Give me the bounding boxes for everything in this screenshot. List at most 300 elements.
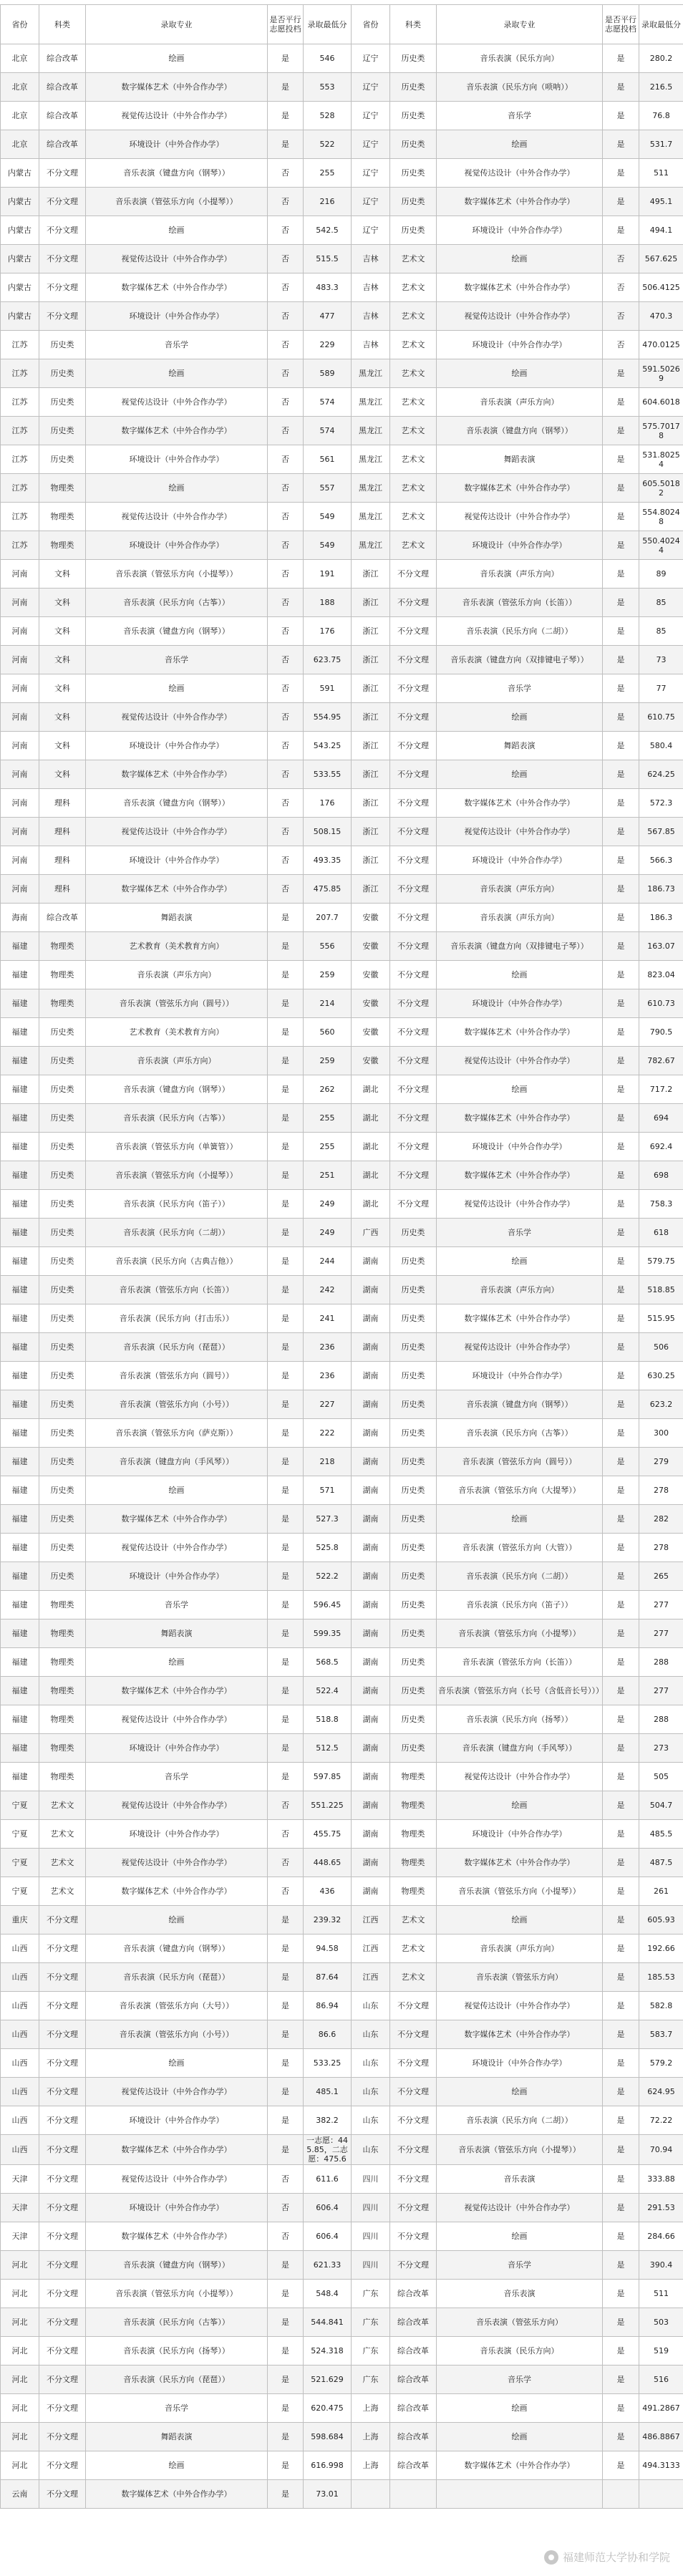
cell-major-right: 音乐表演（民乐方向（笛子）） xyxy=(437,1591,603,1619)
cell-major-right: 音乐表演（民乐方向（古筝）） xyxy=(437,1419,603,1448)
cell-province-right: 湖南 xyxy=(352,1619,390,1648)
cell-province-left: 山西 xyxy=(1,2106,39,2135)
cell-province-right: 上海 xyxy=(352,2423,390,2451)
cell-category-left: 物理类 xyxy=(39,1648,86,1677)
cell-province-right: 浙江 xyxy=(352,732,390,760)
cell-min-score-right: 279 xyxy=(639,1448,683,1476)
cell-major-right: 绘画 xyxy=(437,1791,603,1820)
cell-min-score-left: 229 xyxy=(304,331,352,359)
cell-min-score-left: 448.65 xyxy=(304,1849,352,1877)
cell-parallel-left: 是 xyxy=(268,1104,304,1133)
cell-major-left: 环境设计（中外合作办学） xyxy=(86,531,268,560)
cell-min-score-left: 227 xyxy=(304,1390,352,1419)
cell-category-right: 不分文理 xyxy=(390,732,437,760)
cell-province-left: 内蒙古 xyxy=(1,159,39,188)
cell-category-left: 不分文理 xyxy=(39,1935,86,1963)
cell-province-left: 福建 xyxy=(1,1047,39,1075)
cell-category-right: 不分文理 xyxy=(390,2194,437,2222)
cell-major-left: 音乐表演（管弦乐方向（小提琴）） xyxy=(86,188,268,216)
cell-major-left: 音乐表演（键盘方向（钢琴）） xyxy=(86,789,268,818)
cell-province-left: 福建 xyxy=(1,1476,39,1505)
cell-major-right: 绘画 xyxy=(437,1906,603,1935)
cell-major-right: 绘画 xyxy=(437,1505,603,1534)
cell-province-right: 安徽 xyxy=(352,904,390,932)
cell-major-left: 视觉传达设计（中外合作办学） xyxy=(86,1534,268,1562)
cell-major-right: 绘画 xyxy=(437,2078,603,2106)
cell-parallel-left: 是 xyxy=(268,2078,304,2106)
cell-category-right: 艺术文 xyxy=(390,503,437,531)
cell-min-score-left: 589 xyxy=(304,359,352,388)
cell-province-right: 浙江 xyxy=(352,646,390,674)
cell-province-left: 内蒙古 xyxy=(1,216,39,245)
cell-province-right: 江西 xyxy=(352,1963,390,1992)
cell-province-left: 河北 xyxy=(1,2251,39,2280)
cell-major-left: 绘画 xyxy=(86,2451,268,2480)
cell-major-right: 视觉传达设计（中外合作办学） xyxy=(437,818,603,846)
cell-province-right: 辽宁 xyxy=(352,130,390,159)
cell-parallel-left: 否 xyxy=(268,875,304,904)
cell-province-left: 宁夏 xyxy=(1,1849,39,1877)
cell-parallel-left: 是 xyxy=(268,102,304,130)
cell-min-score-right: 506 xyxy=(639,1333,683,1362)
cell-province-left: 福建 xyxy=(1,1133,39,1161)
cell-major-left: 环境设计（中外合作办学） xyxy=(86,1820,268,1849)
cell-category-right: 艺术文 xyxy=(390,474,437,503)
cell-major-right: 音乐表演（声乐方向） xyxy=(437,1935,603,1963)
cell-major-right: 舞蹈表演 xyxy=(437,732,603,760)
cell-min-score-left: 249 xyxy=(304,1190,352,1219)
cell-major-left: 音乐表演（管弦乐方向（圆号）） xyxy=(86,989,268,1018)
cell-min-score-left: 549 xyxy=(304,503,352,531)
cell-major-left: 环境设计（中外合作办学） xyxy=(86,445,268,474)
cell-parallel-left: 是 xyxy=(268,2423,304,2451)
table-row xyxy=(1,674,683,703)
table-row xyxy=(1,2394,683,2423)
cell-major-left: 音乐表演（管弦乐方向（小提琴）） xyxy=(86,2280,268,2308)
cell-min-score-right: 717.2 xyxy=(639,1075,683,1104)
cell-min-score-left: 176 xyxy=(304,617,352,646)
cell-category-right: 历史类 xyxy=(390,1534,437,1562)
cell-min-score-left: 512.5 xyxy=(304,1734,352,1763)
cell-category-left: 历史类 xyxy=(39,1161,86,1190)
cell-category-right: 艺术文 xyxy=(390,417,437,445)
cell-category-right: 不分文理 xyxy=(390,560,437,589)
cell-min-score-left: 244 xyxy=(304,1247,352,1276)
cell-province-right: 湖南 xyxy=(352,1304,390,1333)
cell-category-left: 综合改革 xyxy=(39,130,86,159)
cell-province-right: 黑龙江 xyxy=(352,417,390,445)
cell-province-right: 广东 xyxy=(352,2337,390,2366)
cell-category-left: 不分文理 xyxy=(39,302,86,331)
table-row xyxy=(1,2451,683,2480)
cell-province-right: 湖南 xyxy=(352,1849,390,1877)
cell-province-right: 湖南 xyxy=(352,1390,390,1419)
cell-category-right: 综合改革 xyxy=(390,2394,437,2423)
cell-category-left: 物理类 xyxy=(39,1705,86,1734)
cell-major-right: 环境设计（中外合作办学） xyxy=(437,1133,603,1161)
table-row xyxy=(1,2366,683,2394)
cell-min-score-left: 515.5 xyxy=(304,245,352,273)
cell-category-left: 理科 xyxy=(39,789,86,818)
cell-province-left: 福建 xyxy=(1,1705,39,1734)
cell-province-right: 安徽 xyxy=(352,932,390,961)
cell-category-right: 不分文理 xyxy=(390,1075,437,1104)
cell-category-right: 不分文理 xyxy=(390,2222,437,2251)
cell-category-left: 历史类 xyxy=(39,1419,86,1448)
cell-province-left: 河南 xyxy=(1,589,39,617)
cell-major-left: 视觉传达设计（中外合作办学） xyxy=(86,245,268,273)
cell-province-right: 黑龙江 xyxy=(352,474,390,503)
cell-min-score-right: 76.8 xyxy=(639,102,683,130)
cell-category-left: 文科 xyxy=(39,703,86,732)
cell-min-score-left: 191 xyxy=(304,560,352,589)
cell-min-score-right: 579.75 xyxy=(639,1247,683,1276)
cell-major-left: 数字媒体艺术（中外合作办学） xyxy=(86,875,268,904)
cell-category-right: 物理类 xyxy=(390,1849,437,1877)
cell-parallel-left: 否 xyxy=(268,2165,304,2194)
table-row xyxy=(1,1390,683,1419)
cell-major-right xyxy=(437,2480,603,2509)
cell-category-right: 历史类 xyxy=(390,159,437,188)
cell-min-score-left: 548.4 xyxy=(304,2280,352,2308)
cell-parallel-right: 是 xyxy=(603,503,639,531)
cell-min-score-right: 572.3 xyxy=(639,789,683,818)
header-category-right: 科类 xyxy=(390,5,437,44)
cell-category-right: 艺术文 xyxy=(390,245,437,273)
cell-province-right: 黑龙江 xyxy=(352,359,390,388)
cell-parallel-right: 是 xyxy=(603,1333,639,1362)
cell-province-left: 山西 xyxy=(1,2078,39,2106)
cell-major-right: 数字媒体艺术（中外合作办学） xyxy=(437,474,603,503)
cell-province-left: 河南 xyxy=(1,846,39,875)
cell-min-score-right: 278 xyxy=(639,1476,683,1505)
cell-major-right: 音乐表演（管弦乐方向（圆号）） xyxy=(437,1448,603,1476)
cell-province-left: 宁夏 xyxy=(1,1820,39,1849)
cell-province-left: 江苏 xyxy=(1,388,39,417)
cell-major-left: 视觉传达设计（中外合作办学） xyxy=(86,2165,268,2194)
header-min-score-right: 录取最低分 xyxy=(639,5,683,44)
cell-province-right: 上海 xyxy=(352,2451,390,2480)
table-row xyxy=(1,989,683,1018)
table-row xyxy=(1,1992,683,2020)
cell-min-score-right: 511 xyxy=(639,2280,683,2308)
cell-category-left: 文科 xyxy=(39,732,86,760)
cell-major-left: 环境设计（中外合作办学） xyxy=(86,846,268,875)
cell-parallel-right: 是 xyxy=(603,1935,639,1963)
cell-province-right: 黑龙江 xyxy=(352,531,390,560)
cell-category-left: 文科 xyxy=(39,617,86,646)
table-row xyxy=(1,1247,683,1276)
cell-category-left: 历史类 xyxy=(39,359,86,388)
cell-min-score-right: 277 xyxy=(639,1619,683,1648)
cell-parallel-right: 是 xyxy=(603,1190,639,1219)
cell-province-right: 辽宁 xyxy=(352,216,390,245)
cell-parallel-right: 是 xyxy=(603,1877,639,1906)
cell-province-left: 北京 xyxy=(1,73,39,102)
cell-min-score-left: 543.25 xyxy=(304,732,352,760)
cell-major-right: 音乐表演（管弦乐方向（长笛）） xyxy=(437,1648,603,1677)
table-row xyxy=(1,1419,683,1448)
cell-province-left: 江苏 xyxy=(1,359,39,388)
table-row xyxy=(1,2106,683,2135)
header-province-left: 省份 xyxy=(1,5,39,44)
cell-min-score-left: 485.1 xyxy=(304,2078,352,2106)
cell-min-score-right: 282 xyxy=(639,1505,683,1534)
cell-category-right: 历史类 xyxy=(390,44,437,73)
cell-parallel-left: 是 xyxy=(268,2280,304,2308)
cell-parallel-right: 是 xyxy=(603,2423,639,2451)
cell-major-left: 音乐表演（民乐方向（古筝）） xyxy=(86,1104,268,1133)
cell-province-left: 云南 xyxy=(1,2480,39,2509)
cell-min-score-left: 455.75 xyxy=(304,1820,352,1849)
cell-parallel-right: 是 xyxy=(603,1161,639,1190)
cell-min-score-right: 511 xyxy=(639,159,683,188)
cell-parallel-right: 是 xyxy=(603,2451,639,2480)
cell-min-score-left: 542.5 xyxy=(304,216,352,245)
cell-min-score-right: 618 xyxy=(639,1219,683,1247)
cell-min-score-left: 249 xyxy=(304,1219,352,1247)
cell-min-score-left: 475.85 xyxy=(304,875,352,904)
cell-parallel-right: 是 xyxy=(603,2020,639,2049)
cell-province-left: 北京 xyxy=(1,130,39,159)
cell-province-left: 内蒙古 xyxy=(1,188,39,216)
cell-province-left: 河南 xyxy=(1,875,39,904)
cell-category-left: 不分文理 xyxy=(39,2020,86,2049)
cell-min-score-left: 483.3 xyxy=(304,273,352,302)
cell-parallel-right: 是 xyxy=(603,846,639,875)
cell-parallel-left: 否 xyxy=(268,2222,304,2251)
watermark xyxy=(544,2550,670,2565)
cell-parallel-left: 是 xyxy=(268,2451,304,2480)
cell-major-left: 绘画 xyxy=(86,216,268,245)
cell-category-left: 历史类 xyxy=(39,1219,86,1247)
table-row xyxy=(1,1791,683,1820)
cell-parallel-right: 是 xyxy=(603,674,639,703)
cell-province-right: 安徽 xyxy=(352,1047,390,1075)
cell-major-right: 音乐表演（声乐方向） xyxy=(437,560,603,589)
cell-parallel-left: 否 xyxy=(268,445,304,474)
cell-category-right: 不分文理 xyxy=(390,760,437,789)
cell-min-score-left: 527.3 xyxy=(304,1505,352,1534)
cell-major-right: 音乐学 xyxy=(437,102,603,130)
table-row xyxy=(1,617,683,646)
cell-min-score-right: 185.53 xyxy=(639,1963,683,1992)
table-row xyxy=(1,646,683,674)
cell-category-right: 不分文理 xyxy=(390,1161,437,1190)
cell-parallel-left: 是 xyxy=(268,1734,304,1763)
table-row xyxy=(1,1935,683,1963)
cell-min-score-right: 758.3 xyxy=(639,1190,683,1219)
cell-min-score-left: 525.8 xyxy=(304,1534,352,1562)
cell-category-left: 不分文理 xyxy=(39,2106,86,2135)
cell-category-left: 不分文理 xyxy=(39,2135,86,2165)
header-parallel-left: 是否平行志愿投档 xyxy=(268,5,304,44)
cell-parallel-left: 否 xyxy=(268,846,304,875)
cell-parallel-right: 是 xyxy=(603,560,639,589)
table-row xyxy=(1,474,683,503)
cell-parallel-left: 否 xyxy=(268,188,304,216)
cell-major-left: 视觉传达设计（中外合作办学） xyxy=(86,818,268,846)
cell-major-left: 音乐表演（管弦乐方向（小提琴）） xyxy=(86,1161,268,1190)
cell-province-right: 黑龙江 xyxy=(352,388,390,417)
table-row xyxy=(1,875,683,904)
cell-parallel-right: 否 xyxy=(603,302,639,331)
cell-parallel-left: 是 xyxy=(268,2366,304,2394)
cell-min-score-left: 522.2 xyxy=(304,1562,352,1591)
cell-category-right: 不分文理 xyxy=(390,617,437,646)
cell-parallel-right: 是 xyxy=(603,1219,639,1247)
cell-province-left: 内蒙古 xyxy=(1,245,39,273)
cell-min-score-left: 259 xyxy=(304,1047,352,1075)
cell-category-left: 艺术文 xyxy=(39,1849,86,1877)
cell-min-score-left: 一志愿：445.85，二志愿：475.6 xyxy=(304,2135,352,2165)
cell-major-left: 视觉传达设计（中外合作办学） xyxy=(86,2078,268,2106)
cell-province-left: 福建 xyxy=(1,1362,39,1390)
cell-province-right: 江西 xyxy=(352,1906,390,1935)
cell-parallel-left: 是 xyxy=(268,1534,304,1562)
cell-major-left: 视觉传达设计（中外合作办学） xyxy=(86,1791,268,1820)
cell-major-right: 绘画 xyxy=(437,760,603,789)
cell-major-right: 环境设计（中外合作办学） xyxy=(437,1362,603,1390)
cell-major-left: 环境设计（中外合作办学） xyxy=(86,302,268,331)
cell-major-right: 音乐表演（民乐方向（扬琴）） xyxy=(437,1705,603,1734)
cell-major-right: 绘画 xyxy=(437,2222,603,2251)
cell-province-left: 山西 xyxy=(1,2049,39,2078)
table-row xyxy=(1,1734,683,1763)
cell-min-score-right: 554.80248 xyxy=(639,503,683,531)
cell-major-right: 视觉传达设计（中外合作办学） xyxy=(437,1763,603,1791)
cell-category-left: 文科 xyxy=(39,646,86,674)
cell-category-left: 历史类 xyxy=(39,1190,86,1219)
cell-min-score-left: 606.4 xyxy=(304,2222,352,2251)
cell-category-left: 理科 xyxy=(39,818,86,846)
cell-category-left: 历史类 xyxy=(39,1018,86,1047)
cell-major-left: 音乐学 xyxy=(86,1591,268,1619)
cell-min-score-left: 218 xyxy=(304,1448,352,1476)
cell-parallel-left: 是 xyxy=(268,2394,304,2423)
table-row xyxy=(1,331,683,359)
cell-min-score-left: 176 xyxy=(304,789,352,818)
cell-major-right: 视觉传达设计（中外合作办学） xyxy=(437,2194,603,2222)
cell-category-right: 物理类 xyxy=(390,1877,437,1906)
cell-major-right: 音乐表演（管弦乐方向） xyxy=(437,1963,603,1992)
cell-parallel-right: 是 xyxy=(603,1133,639,1161)
table-row xyxy=(1,1219,683,1247)
table-row xyxy=(1,1476,683,1505)
cell-parallel-left: 否 xyxy=(268,560,304,589)
cell-major-right: 视觉传达设计（中外合作办学） xyxy=(437,1333,603,1362)
cell-province-right: 辽宁 xyxy=(352,73,390,102)
cell-major-right: 音乐表演 xyxy=(437,2280,603,2308)
cell-parallel-right: 是 xyxy=(603,1562,639,1591)
cell-parallel-right: 是 xyxy=(603,961,639,989)
header-min-score-left: 录取最低分 xyxy=(304,5,352,44)
cell-parallel-left: 否 xyxy=(268,531,304,560)
cell-parallel-right: 是 xyxy=(603,1419,639,1448)
header-category-left: 科类 xyxy=(39,5,86,44)
cell-parallel-right: 是 xyxy=(603,732,639,760)
cell-parallel-left: 否 xyxy=(268,388,304,417)
table-row xyxy=(1,589,683,617)
cell-parallel-left: 是 xyxy=(268,961,304,989)
cell-province-left: 福建 xyxy=(1,989,39,1018)
cell-parallel-right: 是 xyxy=(603,474,639,503)
cell-province-right: 四川 xyxy=(352,2251,390,2280)
cell-major-left: 视觉传达设计（中外合作办学） xyxy=(86,1705,268,1734)
cell-major-right: 绘画 xyxy=(437,359,603,388)
cell-category-right: 不分文理 xyxy=(390,932,437,961)
cell-parallel-left: 是 xyxy=(268,1018,304,1047)
cell-category-left: 历史类 xyxy=(39,1562,86,1591)
cell-min-score-right: 494.3133 xyxy=(639,2451,683,2480)
cell-category-left: 不分文理 xyxy=(39,2222,86,2251)
cell-category-left: 不分文理 xyxy=(39,2366,86,2394)
cell-min-score-left: 236 xyxy=(304,1362,352,1390)
cell-major-left: 音乐表演（管弦乐方向（小提琴）） xyxy=(86,560,268,589)
table-row xyxy=(1,245,683,273)
cell-parallel-right: 是 xyxy=(603,2394,639,2423)
cell-parallel-left: 否 xyxy=(268,359,304,388)
cell-province-right: 浙江 xyxy=(352,674,390,703)
cell-category-left: 物理类 xyxy=(39,1677,86,1705)
cell-min-score-right: 583.7 xyxy=(639,2020,683,2049)
cell-major-left: 数字媒体艺术（中外合作办学） xyxy=(86,760,268,789)
cell-province-right: 湖南 xyxy=(352,1505,390,1534)
cell-min-score-right: 694 xyxy=(639,1104,683,1133)
cell-min-score-right: 504.7 xyxy=(639,1791,683,1820)
cell-province-right: 湖南 xyxy=(352,1448,390,1476)
table-row xyxy=(1,1534,683,1562)
cell-min-score-left: 86.6 xyxy=(304,2020,352,2049)
table-row xyxy=(1,1562,683,1591)
cell-major-right: 环境设计（中外合作办学） xyxy=(437,2049,603,2078)
cell-major-left: 绘画 xyxy=(86,1906,268,1935)
table-row xyxy=(1,273,683,302)
cell-category-right: 综合改革 xyxy=(390,2451,437,2480)
cell-category-left: 历史类 xyxy=(39,1304,86,1333)
cell-min-score-right: 531.7 xyxy=(639,130,683,159)
cell-province-left: 福建 xyxy=(1,1677,39,1705)
cell-min-score-left: 521.629 xyxy=(304,2366,352,2394)
cell-major-right: 绘画 xyxy=(437,130,603,159)
cell-category-right: 综合改革 xyxy=(390,2308,437,2337)
cell-major-left: 音乐学 xyxy=(86,2394,268,2423)
cell-province-right: 浙江 xyxy=(352,560,390,589)
cell-major-right: 视觉传达设计（中外合作办学） xyxy=(437,1190,603,1219)
cell-parallel-left: 否 xyxy=(268,1877,304,1906)
cell-parallel-left: 是 xyxy=(268,2337,304,2366)
cell-parallel-left: 是 xyxy=(268,2135,304,2165)
cell-major-left: 数字媒体艺术（中外合作办学） xyxy=(86,1677,268,1705)
cell-parallel-left: 否 xyxy=(268,159,304,188)
cell-major-left: 音乐表演（民乐方向（打击乐）） xyxy=(86,1304,268,1333)
cell-province-right: 浙江 xyxy=(352,703,390,732)
cell-min-score-left: 222 xyxy=(304,1419,352,1448)
cell-category-right: 不分文理 xyxy=(390,875,437,904)
table-row xyxy=(1,2135,683,2165)
cell-province-left: 宁夏 xyxy=(1,1791,39,1820)
cell-category-right: 历史类 xyxy=(390,73,437,102)
cell-major-right: 视觉传达设计（中外合作办学） xyxy=(437,302,603,331)
table-row xyxy=(1,159,683,188)
cell-province-left: 海南 xyxy=(1,904,39,932)
cell-province-left: 天津 xyxy=(1,2222,39,2251)
cell-min-score-right: 503 xyxy=(639,2308,683,2337)
cell-category-left: 综合改革 xyxy=(39,102,86,130)
cell-parallel-left: 是 xyxy=(268,2251,304,2280)
cell-min-score-right: 288 xyxy=(639,1648,683,1677)
cell-min-score-right: 486.8867 xyxy=(639,2423,683,2451)
